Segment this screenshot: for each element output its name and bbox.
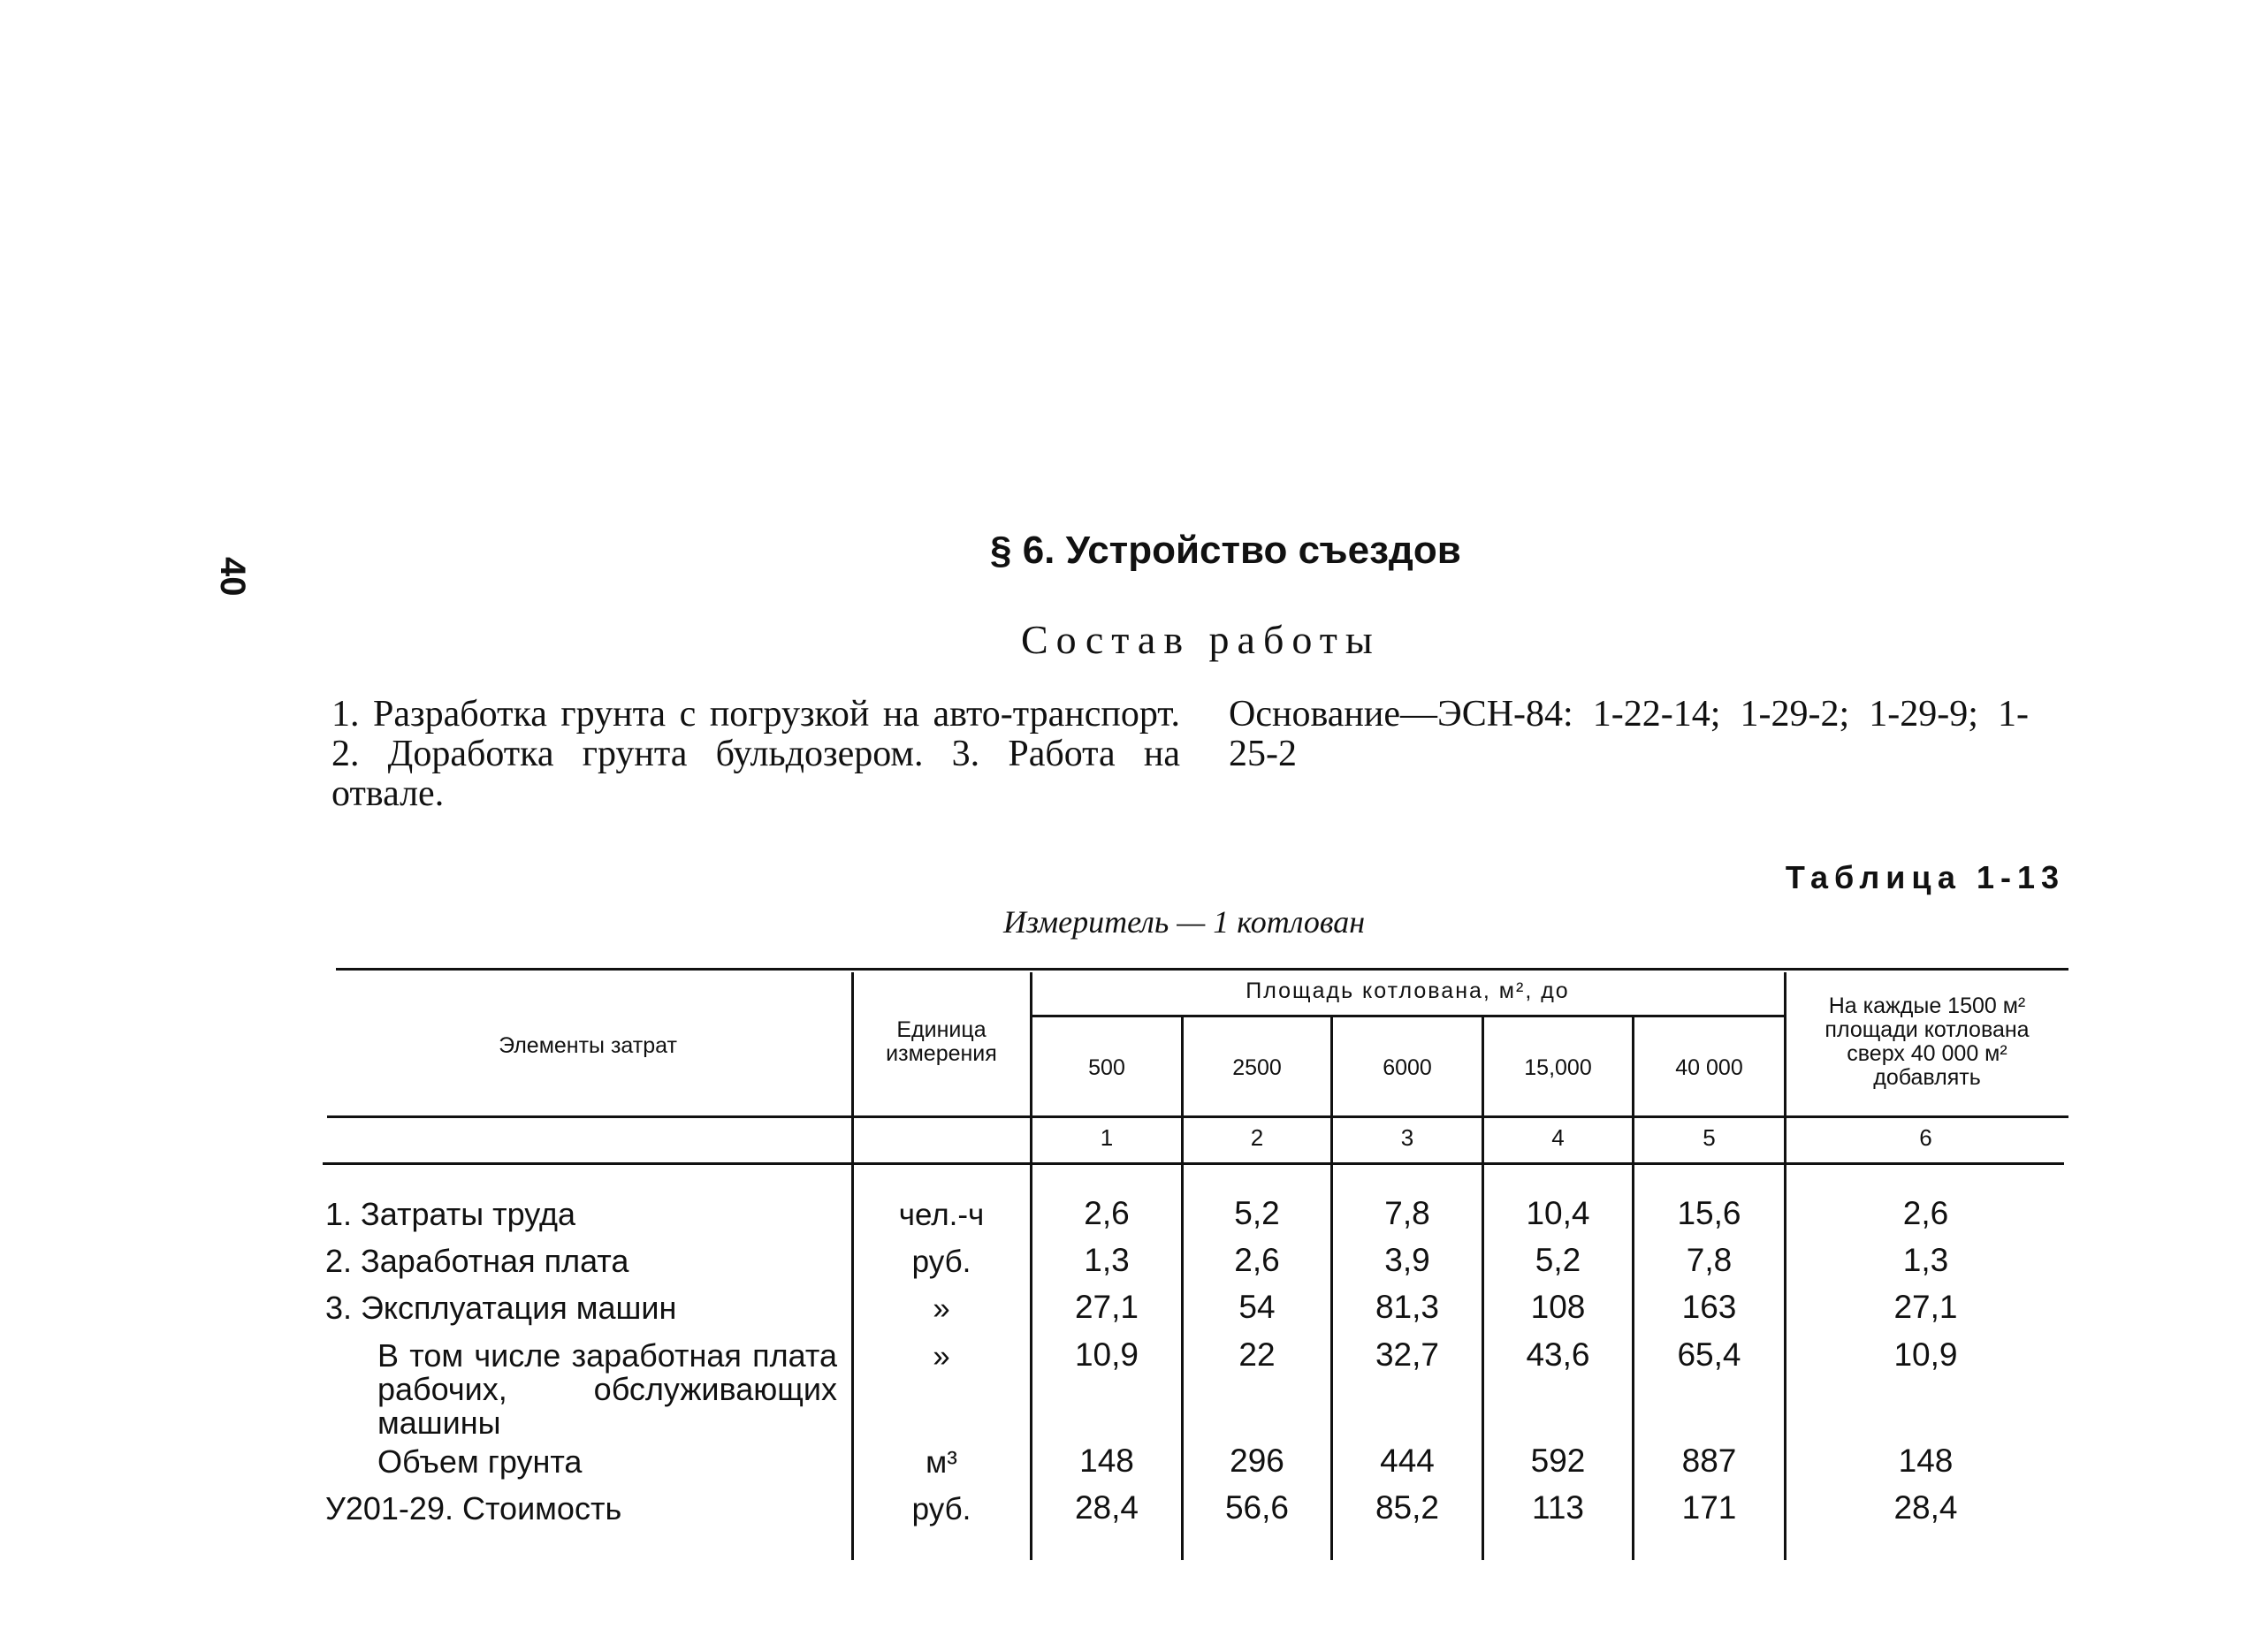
cell-value: 10,4 [1526,1195,1590,1231]
cell-value: 5,2 [1234,1195,1280,1231]
row-unit: руб. [911,1492,971,1526]
column-number: 6 [1919,1124,1932,1151]
cell-value: 81,3 [1375,1289,1439,1325]
row-label: У201-29. Стоимость [325,1490,622,1526]
row-unit: » [933,1339,950,1374]
cell-value: 43,6 [1526,1336,1590,1373]
cell-value: 148 [1079,1443,1134,1479]
cell-value: 108 [1530,1289,1586,1325]
area-col-6000: 6000 [1383,1055,1432,1080]
header-bottom-rule [327,1115,2068,1118]
row-label: 3. Эксплуатация машин [325,1290,677,1326]
column-number: 4 [1551,1124,1565,1151]
cell-value: 2,6 [1234,1242,1280,1278]
cell-value: 5,2 [1535,1242,1581,1278]
area-header-rule [1030,1015,1786,1017]
cell-value: 27,1 [1893,1289,1958,1325]
row-unit: м³ [926,1445,957,1480]
area-col-15000: 15,000 [1524,1055,1592,1080]
cell-value: 887 [1681,1443,1737,1479]
table-top-rule [336,968,2068,971]
row-label: 2. Заработная плата [325,1243,629,1279]
area-col-500: 500 [1088,1055,1125,1080]
header-elements: Элементы затрат [499,1033,677,1058]
cell-value: 148 [1898,1443,1954,1479]
cell-value: 28,4 [1074,1489,1139,1526]
header-unit: Единица измерения [886,1017,997,1066]
cell-value: 22 [1238,1336,1276,1373]
area-col-40000: 40 000 [1675,1055,1743,1080]
row-unit: » [933,1291,950,1326]
table-label: Таблица 1-13 [1785,859,2065,895]
page-number: 40 [213,557,252,597]
cell-value: 163 [1681,1289,1737,1325]
section-title: § 6. Устройство съездов [990,529,1461,572]
row-label: Объем грунта [377,1443,583,1480]
cell-value: 10,9 [1893,1336,1958,1373]
area-col-2500: 2500 [1232,1055,1282,1080]
cell-value: 592 [1530,1443,1586,1479]
column-number: 2 [1250,1124,1264,1151]
cell-value: 15,6 [1677,1195,1741,1231]
column-number: 1 [1100,1124,1114,1151]
row-label: В том числе заработная плата рабочих, обслуживающих машины [377,1337,837,1441]
meter-label: Измеритель — 1 котлован [1003,904,1366,940]
cell-value: 7,8 [1384,1195,1430,1231]
cell-value: 32,7 [1375,1336,1439,1373]
subtitle: Состав работы [1021,617,1381,662]
cell-value: 27,1 [1074,1289,1139,1325]
cell-value: 65,4 [1677,1336,1741,1373]
work-composition: 1. Разработка грунта с погрузкой на авто-транспорт. 2. Доработка грунта бульдозером. 3. Работа на отвале. [331,694,1180,814]
cell-value: 2,6 [1084,1195,1130,1231]
cell-value: 1,3 [1902,1242,1949,1278]
row-unit: чел.-ч [898,1198,985,1232]
cell-value: 28,4 [1893,1489,1958,1526]
basis-text: Основание—ЭСН-84: 1-22-14; 1-29-2; 1-29-9; 1-25-2 [1229,694,2029,774]
column-number: 3 [1400,1124,1414,1151]
cell-value: 444 [1380,1443,1435,1479]
cell-value: 296 [1230,1443,1284,1479]
row-label: 1. Затраты труда [325,1196,576,1232]
cell-value: 56,6 [1224,1489,1289,1526]
cell-value: 7,8 [1686,1242,1733,1278]
header-area: Площадь котлована, м², до [1246,978,1570,1003]
column-number-rule [323,1162,2064,1165]
cell-value: 113 [1532,1489,1584,1526]
cell-value: 1,3 [1084,1242,1130,1278]
header-extra: На каждые 1500 м² площади котлована сверх 40 000 м² добавлять [1825,993,2030,1090]
cell-value: 2,6 [1902,1195,1949,1231]
cell-value: 3,9 [1384,1242,1430,1278]
cell-value: 10,9 [1074,1336,1139,1373]
row-unit: руб. [911,1245,971,1279]
cell-value: 85,2 [1375,1489,1439,1526]
cell-value: 171 [1681,1489,1737,1526]
column-number: 5 [1703,1124,1716,1151]
cell-value: 54 [1238,1289,1276,1325]
